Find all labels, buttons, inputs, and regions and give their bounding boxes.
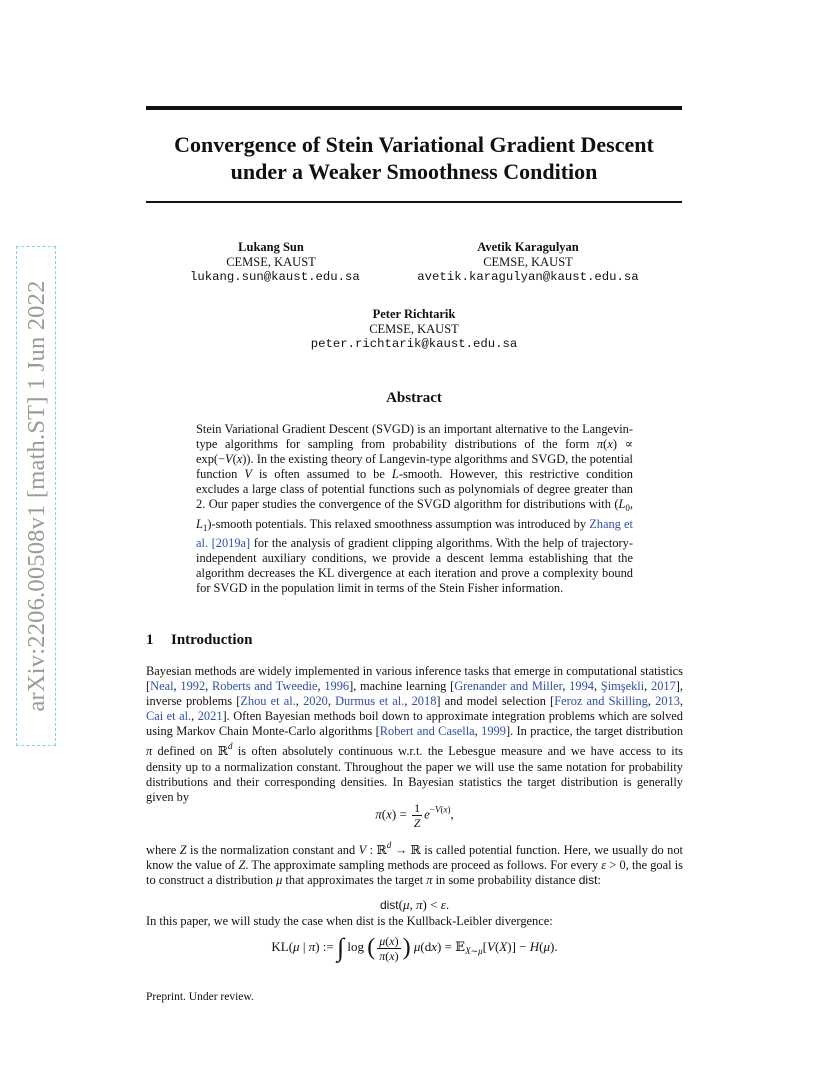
title-line-2: under a Weaker Smoothness Condition <box>230 159 598 184</box>
citation-link[interactable]: Zhou et al. <box>240 694 296 709</box>
title-rule-top <box>146 106 682 110</box>
author-email: peter.richtarik@kaust.edu.sa <box>310 337 518 351</box>
author-block <box>190 240 360 285</box>
abstract-heading: Abstract <box>386 390 442 406</box>
citation-link[interactable]: 1992 <box>180 679 206 694</box>
citation-link[interactable]: Neal <box>150 679 174 694</box>
section-number: 1 <box>146 632 154 648</box>
author-email: lukang.sun@kaust.edu.sa <box>190 270 360 284</box>
equation-kl-divergence: KL(μ | π) := ∫ log ( $\frac{\mu(x)}{\pi(x)}$ ) μ(dx) = 𝔼$_{X\sim\mu}$[V(X)] − H(μ). <box>271 933 558 963</box>
intro-paragraph-2: where Z is the normalization constant and V : ℝ$^d$ → ℝ is called potential function. Here, we usually do not know the value of Z. The approximate sampling methods are proceed as follows. For every ε > 0, the goal is to construct a distribution μ that approximates the target π in some probability distance dist: <box>146 840 683 888</box>
citation-link[interactable]: Zhang et al. [2019a] <box>196 516 633 550</box>
title-line-1: Convergence of Stein Variational Gradient Descent <box>174 132 654 157</box>
citation-link[interactable]: Robert and Casella <box>379 724 475 739</box>
intro-paragraph-3: In this paper, we will study the case when dist is the Kullback-Leibler divergence: <box>146 914 553 928</box>
citation-link[interactable]: Şimşekli <box>600 679 645 694</box>
equation-target-density: π(x) = $\frac{1}{Z}$ $e^{-V(x)}$, <box>375 801 454 830</box>
section-heading <box>146 632 252 649</box>
citation-link[interactable]: Cai et al. <box>146 709 192 724</box>
author-affiliation: CEMSE, KAUST <box>369 322 459 336</box>
paper-title <box>146 131 682 185</box>
section-title: Introduction <box>171 632 253 648</box>
citation-link[interactable]: Roberts and Tweedie <box>212 679 318 694</box>
citation-link[interactable]: 1999 <box>481 724 506 739</box>
author-block <box>400 240 656 285</box>
abstract-text: Stein Variational Gradient Descent (SVGD) is an important alternative to the Langevin-type algorithms for sampling from probability distributions of the form π(x) ∝ exp(−V(x)). In the existing theory of Langevin-type algorithms and SVGD, the potential function V is often assumed to be L-smooth. However, this restrictive condition excludes a large class of potential functions such as polynomials of degree greater than 2. Our paper studies the convergence of the SVGD algorithm for distributions with ($L_0$, $L_1$)-smooth potentials. This relaxed smoothness assumption was introduced by Zhang et al. [2019a] for the analysis of gradient clipping algorithms. With the help of trajectory-independent auxiliary conditions, we provide a descent lemma establishing that the algorithm decreases the KL divergence at each iteration and prove a complexity bound for SVGD in the population limit in terms of the Stein Fisher information. <box>196 422 634 595</box>
citation-link[interactable]: Grenander and Miller <box>454 679 563 694</box>
preprint-footer: Preprint. Under review. <box>146 991 254 1003</box>
author-block <box>296 307 532 352</box>
citation-link[interactable]: 2018 <box>411 694 437 709</box>
author-name: Peter Richtarik <box>372 307 456 321</box>
author-email: avetik.karagulyan@kaust.edu.sa <box>417 270 639 284</box>
citation-link[interactable]: 1996 <box>324 679 350 694</box>
author-affiliation: CEMSE, KAUST <box>483 255 573 269</box>
citation-link[interactable]: 2020 <box>303 694 328 709</box>
arxiv-identifier: arXiv:2206.00508v1 [math.ST] 1 Jun 2022 <box>23 280 50 712</box>
intro-paragraph-1: Bayesian methods are widely implemented in various inference tasks that emerge in computational statistics [Neal, 1992, Roberts and Tweedie, 1996], machine learning [Grenander and Miller, 1994, Şimşekli, 2017], inverse problems [Zhou et al., 2020, Durmus et al., 2018] and model selection [Feroz and Skilling, 2013, Cai et al., 2021]. Often Bayesian methods boil down to approximate integration problems which are solved using Markov Chain Monte-Carlo algorithms [Robert and Casella, 1999]. In practice, the target distribution π defined on ℝ$^d$ is often absolutely continuous w.r.t. the Lebesgue measure and we have access to its density up to a normalization constant. Throughout the paper we will use the same notation for probability distributions and their corresponding densities. In Bayesian statistics the target distribution is generally given by <box>146 664 684 804</box>
citation-link[interactable]: Durmus et al. <box>335 694 405 709</box>
citation-link[interactable]: 2013 <box>655 694 680 709</box>
author-name: Lukang Sun <box>238 240 304 254</box>
citation-link[interactable]: 2017 <box>651 679 676 694</box>
citation-link[interactable]: Feroz and Skilling <box>554 694 648 709</box>
citation-link[interactable]: 2021 <box>197 709 223 724</box>
equation-dist-bound: dist(μ, π) < ε. <box>379 897 450 912</box>
citation-link[interactable]: 1994 <box>569 679 594 694</box>
author-name: Avetik Karagulyan <box>477 240 579 254</box>
title-rule-bottom <box>146 201 682 203</box>
author-affiliation: CEMSE, KAUST <box>226 255 316 269</box>
